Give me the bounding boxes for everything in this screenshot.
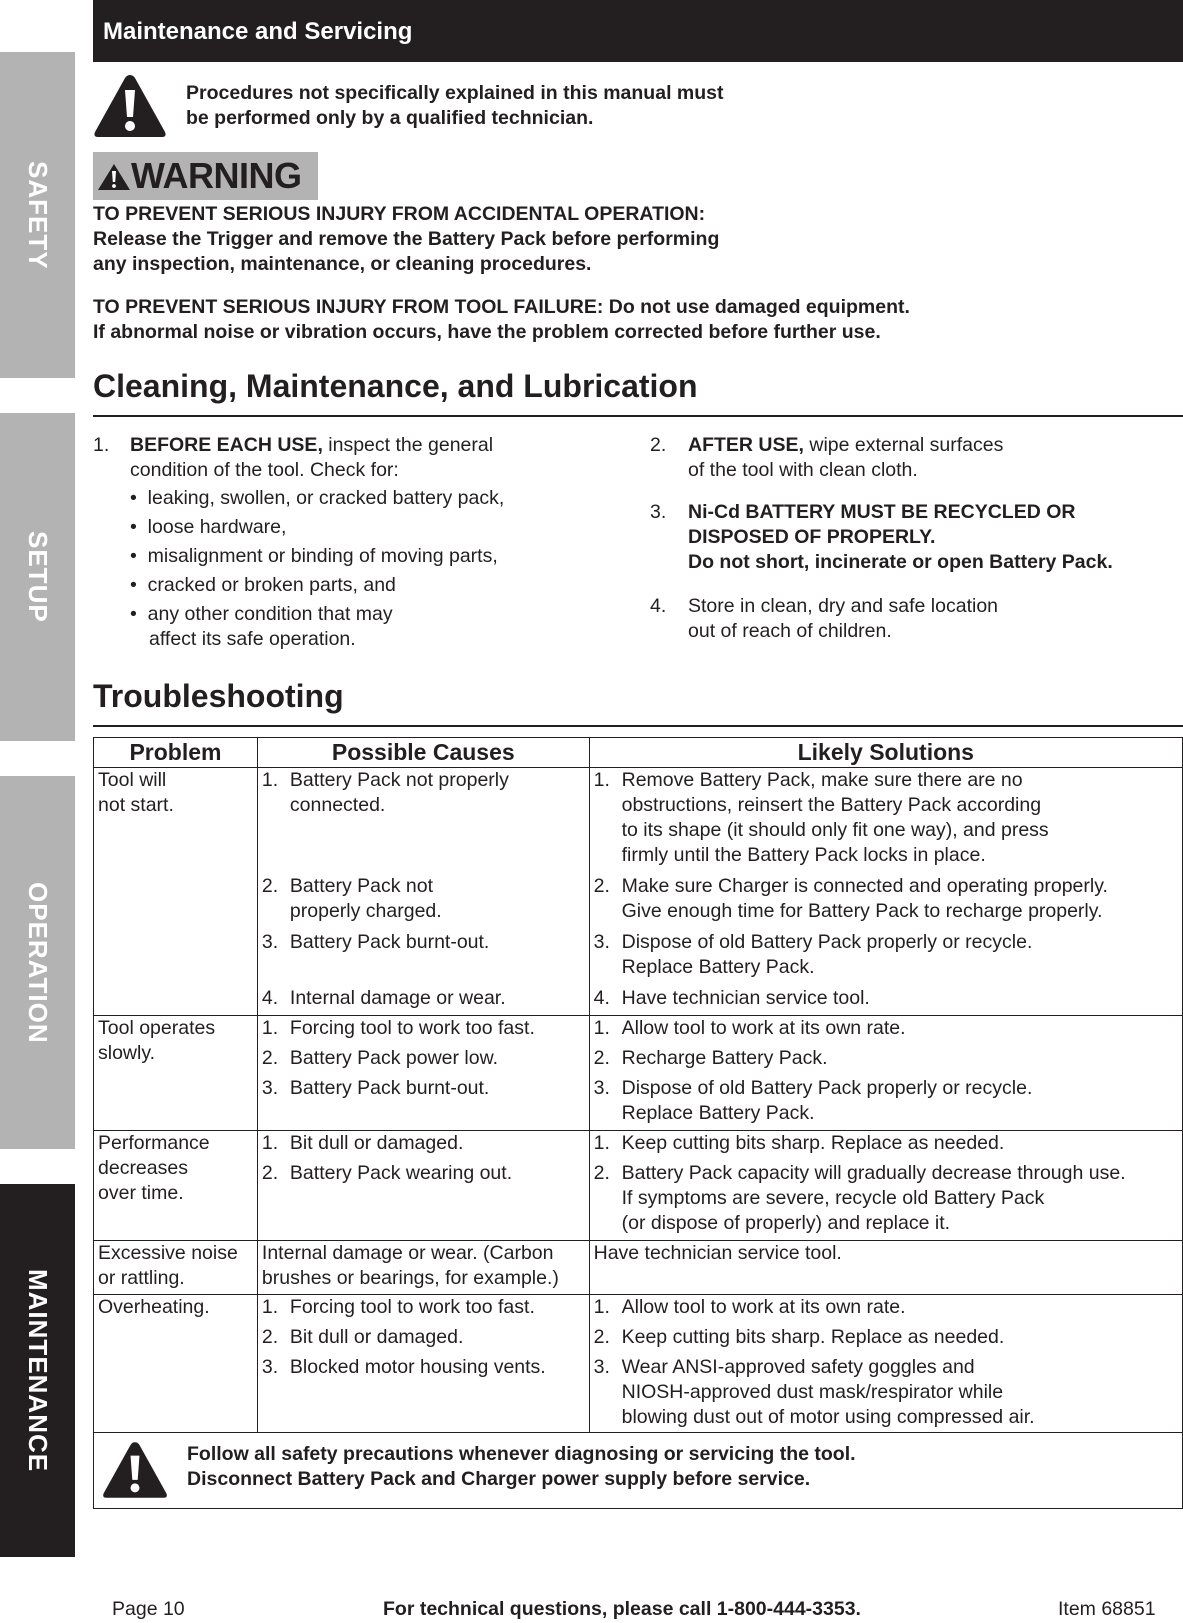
solutions-cell: 1. Remove Battery Pack, make sure there are no obstructions, reinsert the Battery Pack according to its shape (it should only fit one way), and press firmly until the Battery Pack locks in place. 2. Make sure Charger is connected and operating properly. Give enough time for Battery Pack to recharge properly. 3. Dispose of old Battery Pack properly or recycle. Replace Battery Pack. 4. Have technician service tool. [589,768,1182,1016]
cleaning-divider [93,415,1183,417]
table-row [94,768,1183,1016]
technical-support-line: For technical questions, please call 1-800-444-3353. [383,1598,861,1620]
column-header: Likely Solutions [589,738,1182,768]
solutions-cell: Have technician service tool. [589,1241,1182,1295]
section-header [93,0,1183,62]
problem-cell: Overheating. [94,1295,258,1433]
section-header-title: Maintenance and Servicing [103,18,413,45]
warning-accidental-operation: TO PREVENT SERIOUS INJURY FROM ACCIDENTAL OPERATION: Release the Trigger and remove the Battery Pack before performing any inspection, maintenance, or cleaning procedures. [93,203,720,275]
table-header-row [94,738,1183,768]
caution-text: Procedures not specifically explained in this manual must be performed only by a qualified technician. [186,82,724,129]
cleaning-item-1: 1. BEFORE EACH USE, inspect the general condition of the tool. Check for: [93,434,494,481]
table-row [94,1241,1183,1295]
problem-cell: Tool will not start. [94,768,258,1016]
troubleshooting-divider [93,725,1183,727]
solutions-cell: 1. Keep cutting bits sharp. Replace as needed. 2. Battery Pack capacity will gradually decrease through use. If symptoms are severe, recycle old Battery Pack (or dispose of properly) and replace it. [589,1131,1182,1241]
solutions-cell: 1. Allow tool to work at its own rate. 2. Keep cutting bits sharp. Replace as needed. 3. Wear ANSI-approved safety goggles and NIOSH-approved dust mask/respirator while blowing dust out of motor using compressed air. [589,1295,1182,1433]
table-row [94,1295,1183,1433]
item-number: Item 68851 [1058,1598,1156,1620]
warning-label: WARNING [131,155,302,196]
tab-setup [0,413,75,741]
causes-cell: 1. Battery Pack not properly connected. 2. Battery Pack not properly charged. 3. Battery Pack burnt-out. 4. Internal damage or wear. [257,768,589,1016]
problem-cell: Tool operates slowly. [94,1016,258,1131]
tab-maintenance-label: MAINTENANCE [23,1268,53,1473]
problem-cell: Excessive noise or rattling. [94,1241,258,1295]
causes-cell: 1. Forcing tool to work too fast. 2. Battery Pack power low. 3. Battery Pack burnt-out. [257,1016,589,1131]
tab-safety-label: SAFETY [23,160,53,270]
warning-tool-failure: TO PREVENT SERIOUS INJURY FROM TOOL FAILURE: Do not use damaged equipment. If abnormal noise or vibration occurs, have the problem corrected before further use. [93,296,910,343]
tab-maintenance [0,1184,75,1557]
cleaning-bullet: • leaking, swollen, or cracked battery pack, [130,487,505,509]
problem-cell: Performance decreases over time. [94,1131,258,1241]
tab-safety [0,52,75,378]
cleaning-item-2: 2. AFTER USE, wipe external surfaces of the tool with clean cloth. [650,434,1004,481]
causes-cell: 1. Forcing tool to work too fast. 2. Bit dull or damaged. 3. Blocked motor housing vents. [257,1295,589,1433]
cleaning-item-4: 4. Store in clean, dry and safe location out of reach of children. [650,595,999,642]
solutions-cell: 1. Allow tool to work at its own rate. 2. Recharge Battery Pack. 3. Dispose of old Battery Pack properly or recycle. Replace Battery Pack. [589,1016,1182,1131]
page-number: Page 10 [112,1598,185,1620]
tab-setup-label: SETUP [23,531,53,623]
causes-cell: Internal damage or wear. (Carbon brushes or bearings, for example.) [257,1241,589,1295]
cleaning-bullet: • loose hardware, [130,516,287,538]
troubleshooting-table [93,737,1183,1433]
cleaning-bullet: • cracked or broken parts, and [130,574,396,596]
tab-operation-label: OPERATION [23,881,53,1044]
troubleshooting-title: Troubleshooting [93,678,344,714]
caution-triangle-icon [92,72,168,140]
cleaning-bullet: • misalignment or binding of moving parts, [130,545,498,567]
caution-triangle-icon [101,1439,169,1501]
table-row [94,1016,1183,1131]
cleaning-item-3: 3. Ni-Cd BATTERY MUST BE RECYCLED OR DISPOSED OF PROPERLY. Do not short, incinerate or open Battery Pack. [650,501,1113,573]
table-row [94,1131,1183,1241]
safety-note-box [93,1432,1183,1509]
warning-triangle-icon [97,163,131,191]
cleaning-bullet: • any other condition that may affect its safe operation. [130,603,393,650]
column-header: Problem [94,738,258,768]
cleaning-title: Cleaning, Maintenance, and Lubrication [93,368,698,404]
causes-cell: 1. Bit dull or damaged. 2. Battery Pack wearing out. [257,1131,589,1241]
warning-badge [93,152,318,200]
tab-operation [0,776,75,1149]
safety-note-text: Follow all safety precautions whenever diagnosing or servicing the tool. Disconnect Battery Pack and Charger power supply before service. [187,1443,856,1490]
column-header: Possible Causes [257,738,589,768]
